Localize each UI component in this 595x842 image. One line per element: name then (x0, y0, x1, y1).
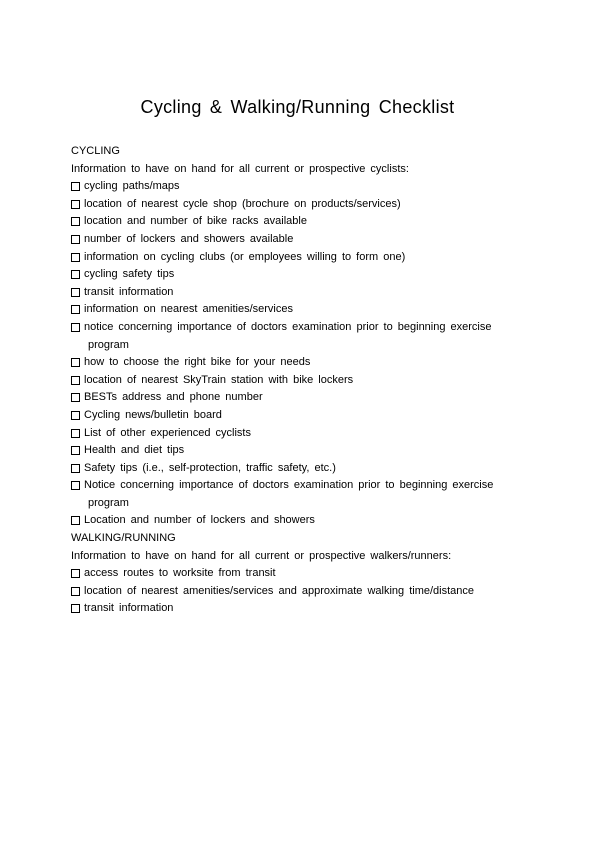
checkbox-icon[interactable] (71, 481, 80, 490)
cycling-checklist-item (71, 319, 541, 354)
checklist-content (71, 143, 541, 618)
checkbox-icon[interactable] (71, 305, 80, 314)
checkbox-icon[interactable] (71, 429, 80, 438)
checklist-item-label: information on nearest amenities/services (84, 303, 293, 316)
cycling-checklist-item (71, 477, 541, 512)
walking-heading: WALKING/RUNNING (71, 532, 176, 545)
walking-checklist (71, 565, 541, 618)
checklist-item-label: Location and number of lockers and showers (84, 514, 315, 527)
checkbox-icon[interactable] (71, 587, 80, 596)
cycling-checklist-item (71, 301, 541, 319)
cycling-checklist-item (71, 372, 541, 390)
checklist-item-label: cycling paths/maps (84, 180, 180, 193)
checklist-item-continuation: program (88, 496, 129, 509)
checkbox-icon[interactable] (71, 464, 80, 473)
checkbox-icon[interactable] (71, 569, 80, 578)
checkbox-icon[interactable] (71, 604, 80, 613)
cycling-checklist-item (71, 196, 541, 214)
cycling-checklist-item (71, 266, 541, 284)
checklist-item-label: transit information (84, 602, 174, 615)
cycling-heading: CYCLING (71, 145, 120, 157)
checkbox-icon[interactable] (71, 235, 80, 244)
checkbox-icon[interactable] (71, 323, 80, 332)
checklist-item-label: Cycling news/bulletin board (84, 408, 222, 421)
cycling-checklist-item (71, 425, 541, 443)
cycling-checklist-item (71, 512, 541, 530)
checkbox-icon[interactable] (71, 393, 80, 402)
cycling-checklist-item (71, 284, 541, 302)
checklist-item-label: transit information (84, 285, 174, 298)
walking-checklist-item (71, 583, 541, 601)
checklist-item-label: cycling safety tips (84, 268, 175, 281)
checklist-item-label: information on cycling clubs (or employees willing to form one) (84, 250, 406, 263)
checklist-item-label: how to choose the right bike for your needs (84, 356, 311, 369)
checkbox-icon[interactable] (71, 358, 80, 367)
checklist-item-label: number of lockers and showers available (84, 232, 294, 245)
checkbox-icon[interactable] (71, 200, 80, 209)
walking-checklist-item (71, 600, 541, 618)
checkbox-icon[interactable] (71, 270, 80, 279)
cycling-checklist (71, 178, 541, 530)
checklist-item-continuation: program (88, 338, 129, 351)
walking-intro: Information to have on hand for all current or prospective walkers/runners: (71, 549, 452, 562)
checklist-item-label: location of nearest amenities/services and approximate walking time/distance (84, 584, 475, 597)
checklist-item-label: Safety tips (i.e., self-protection, traffic safety, etc.) (84, 461, 336, 474)
cycling-checklist-item (71, 249, 541, 267)
cycling-checklist-item (71, 407, 541, 425)
cycling-checklist-item (71, 178, 541, 196)
checklist-item-label: notice concerning importance of doctors examination prior to beginning exercise (84, 320, 492, 333)
checklist-item-label: location of nearest cycle shop (brochure on products/services) (84, 197, 401, 210)
cycling-checklist-item (71, 213, 541, 231)
checkbox-icon[interactable] (71, 182, 80, 191)
cycling-checklist-item (71, 460, 541, 478)
checkbox-icon[interactable] (71, 376, 80, 385)
checkbox-icon[interactable] (71, 411, 80, 420)
cycling-checklist-item (71, 442, 541, 460)
checkbox-icon[interactable] (71, 217, 80, 226)
checklist-item-label: access routes to worksite from transit (84, 567, 276, 580)
cycling-checklist-item (71, 354, 541, 372)
checkbox-icon[interactable] (71, 288, 80, 297)
cycling-checklist-item (71, 231, 541, 249)
checklist-item-label: location of nearest SkyTrain station with bike lockers (84, 373, 354, 386)
checklist-item-label: List of other experienced cyclists (84, 426, 251, 439)
checkbox-icon[interactable] (71, 253, 80, 262)
checklist-item-label: BESTs address and phone number (84, 391, 263, 404)
checkbox-icon[interactable] (71, 446, 80, 455)
checklist-item-label: Health and diet tips (84, 444, 185, 457)
checkbox-icon[interactable] (71, 516, 80, 525)
walking-checklist-item (71, 565, 541, 583)
cycling-intro: Information to have on hand for all current or prospective cyclists: (71, 162, 409, 175)
cycling-checklist-item (71, 389, 541, 407)
checklist-item-label: Notice concerning importance of doctors examination prior to beginning exercise (84, 479, 494, 492)
checklist-item-label: location and number of bike racks available (84, 215, 307, 228)
page-title: Cycling & Walking/Running Checklist (140, 97, 455, 117)
